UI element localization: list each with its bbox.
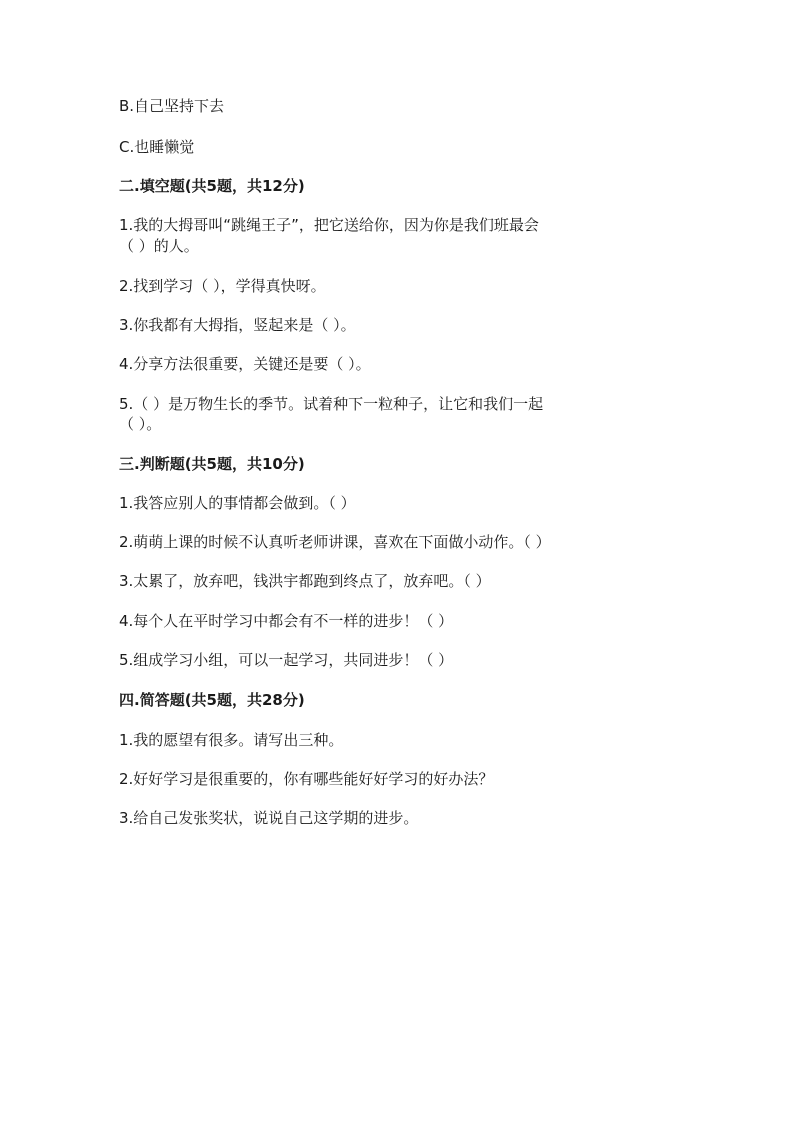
short-answer-item-3: 3.给自己发张奖状，说说自己这学期的进步。 [119,809,419,827]
fill-in-item-2: 2.找到学习（ ），学得真快呀。 [119,277,326,295]
fill-in-item-5-line1: 5.（ ）是万物生长的季节。试着种下一粒种子，让它和我们一起 [119,395,544,413]
fill-in-item-1-line1: 1.我的大拇哥叫“跳绳王子”，把它送给你，因为你是我们班最会 [119,216,539,234]
true-false-item-4: 4.每个人在平时学习中都会有不一样的进步！（ ） [119,612,454,630]
true-false-item-3: 3.太累了，放弃吧，钱洪宇都跑到终点了，放弃吧。（ ） [119,572,491,590]
true-false-item-2: 2.萌萌上课的时候不认真听老师讲课，喜欢在下面做小动作。（ ） [119,533,551,551]
true-false-item-1: 1.我答应别人的事情都会做到。（ ） [119,494,356,512]
fill-in-item-5-line2: （ ）。 [119,415,162,433]
short-answer-item-1: 1.我的愿望有很多。请写出三种。 [119,731,344,749]
fill-in-heading: 二.填空题(共5题，共12分) [119,177,305,195]
fill-in-item-1-line2: （ ）的人。 [119,237,199,255]
fill-in-item-3: 3.你我都有大拇指，竖起来是（ ）。 [119,316,356,334]
short-answer-heading: 四.简答题(共5题，共28分) [119,691,305,709]
fill-in-item-4: 4.分享方法很重要，关键还是要（ ）。 [119,355,371,373]
true-false-item-5: 5.组成学习小组，可以一起学习，共同进步！（ ） [119,651,454,669]
option-b: B.自己坚持下去 [119,97,225,115]
short-answer-item-2: 2.好好学习是很重要的，你有哪些能好好学习的好办法？ [119,770,494,788]
option-c: C.也睡懒觉 [119,138,195,156]
true-false-heading: 三.判断题(共5题，共10分) [119,455,305,473]
